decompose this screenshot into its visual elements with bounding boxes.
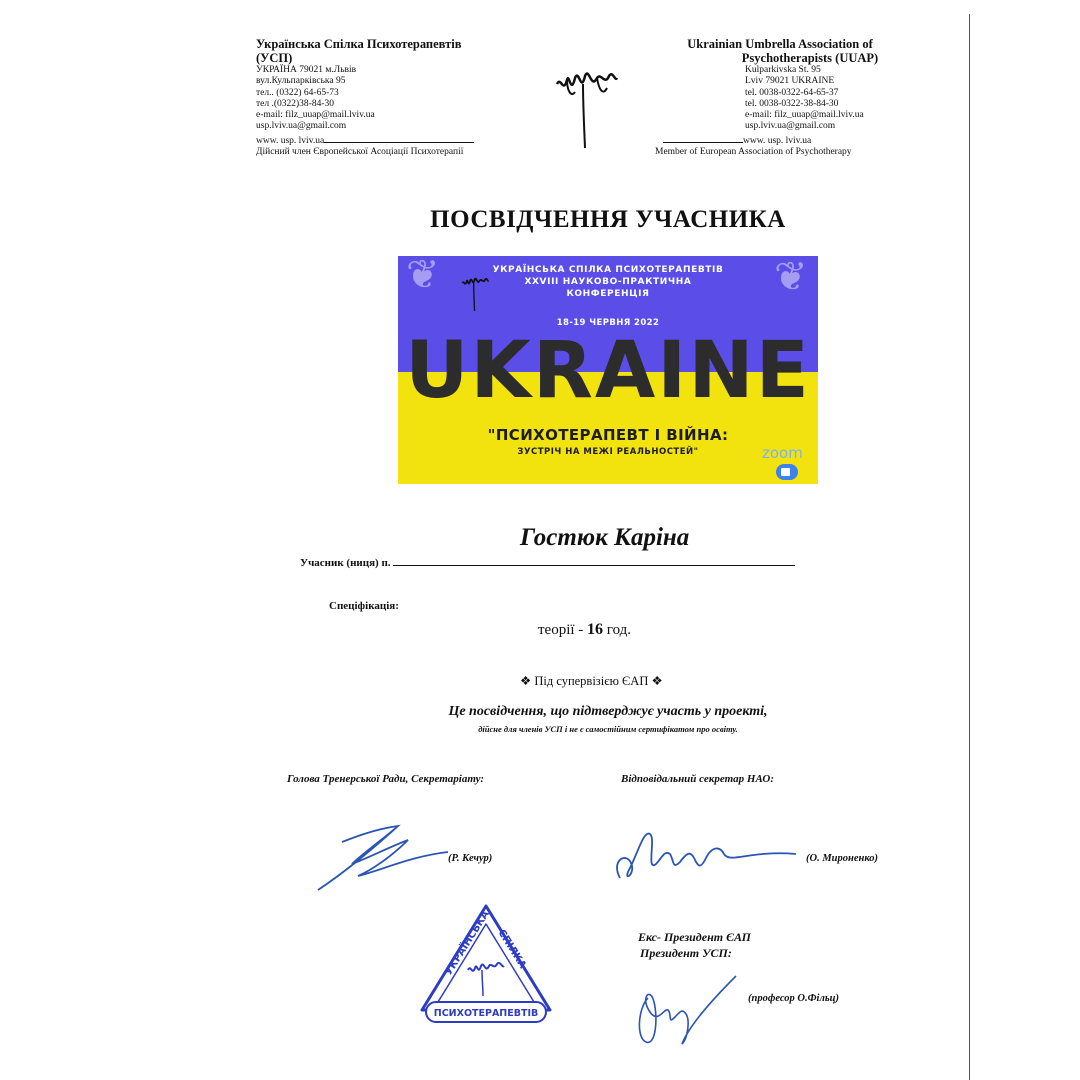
signature-filts — [628, 958, 738, 1048]
web-text: www. usp. lviv.ua — [743, 135, 812, 146]
banner-ukraine-word: UKRAINE — [405, 326, 811, 416]
membership-line: Member of European Association of Psychotherapy — [655, 147, 852, 158]
banner-line-2: XXVIII НАУКОВО-ПРАКТИЧНА — [524, 277, 692, 287]
org-name-ua: Українська Спілка Психотерапевтів — [256, 37, 462, 51]
usp-stamp — [416, 898, 556, 1028]
phone-line: tel. 0038-0322-64-65-37 — [745, 87, 839, 98]
signature-myronenko — [600, 820, 800, 890]
web-line — [256, 133, 526, 147]
phone-line: тел.. (0322) 64-65-73 — [256, 87, 339, 98]
stamp-text-left: УКРАЇНСЬКА — [443, 909, 492, 978]
expresident-label: Екс- Президент ЄАП — [638, 930, 752, 944]
head-label: Голова Тренерської Ради, Секретаріату: — [287, 773, 485, 785]
email-line: usp.lviv.ua@gmail.com — [745, 121, 836, 132]
banner-theme-1: "ПСИХОТЕРАПЕВТ І ВІЙНА: — [487, 426, 729, 444]
leaf-ornament-icon: ❦ — [406, 256, 440, 298]
conference-banner — [398, 256, 818, 484]
address-line: УКРАЇНА 79021 м.Львів — [256, 65, 357, 75]
document-title: ПОСВІДЧЕННЯ УЧАСНИКА — [430, 206, 786, 233]
supervision-line: ❖ Під супервізією ЄАП ❖ — [520, 674, 663, 688]
email-line: e-mail: filz_uuap@mail.lviv.ua — [256, 110, 375, 121]
certificate-subnote: дійсне для членів УСП і не є самостійним сертифікатом про освіту. — [478, 724, 738, 734]
phone-line: тел .(0322)38-84-30 — [256, 98, 335, 109]
membership-line: Дійсний член Європейської Асоціації Психотерапії — [256, 147, 464, 158]
theory-prefix: теорії - — [538, 622, 588, 638]
usp-logo — [553, 54, 619, 150]
phone-line: tel. 0038-0322-38-84-30 — [745, 98, 839, 109]
web-text: www. usp. lviv.ua — [256, 135, 325, 146]
email-line: e-mail: filz_uuap@mail.lviv.ua — [745, 110, 864, 121]
president-label: Президент УСП: — [640, 946, 732, 960]
fill-line — [393, 556, 795, 566]
leaf-ornament-icon: ❦ — [774, 256, 808, 300]
participant-label: Учасник (ниця) п. — [300, 557, 391, 569]
zoom-logo: zoom — [762, 444, 803, 462]
hours-value: 16 — [587, 621, 604, 638]
address-line: Lviv 79021 UKRAINE — [745, 76, 835, 87]
org-name-en-2: Psychotherapists (UUAP) — [741, 51, 879, 65]
spec-label: Спеціфікація: — [329, 600, 399, 612]
banner-theme-2: ЗУСТРІЧ НА МЕЖІ РЕАЛЬНОСТЕЙ" — [517, 447, 699, 457]
stamp-text-bottom: ПСИХОТЕРАПЕВТІВ — [433, 1008, 539, 1019]
email-line: usp.lviv.ua@gmail.com — [256, 121, 347, 132]
secretary-name: (О. Мироненко) — [806, 853, 878, 864]
address-line: Kulparkivska St. 95 — [745, 65, 821, 75]
web-line — [655, 133, 905, 147]
zoom-camera-icon — [776, 464, 798, 480]
fill-line — [324, 133, 474, 143]
address-line: вул.Кульпарківська 95 — [256, 76, 346, 87]
president-name: (професор О.Фільц) — [748, 993, 839, 1004]
fill-line — [663, 133, 743, 143]
org-name-en: Ukrainian Umbrella Association of — [687, 37, 873, 51]
banner-line-1: УКРАЇНСЬКА СПІЛКА ПСИХОТЕРАПЕВТІВ — [492, 265, 724, 275]
header-left — [256, 37, 526, 158]
participant-line — [300, 556, 795, 569]
signature-kechur — [312, 820, 450, 895]
banner-line-3: КОНФЕРЕНЦІЯ — [566, 289, 650, 299]
theory-hours — [538, 621, 631, 639]
secretary-label: Відповідальний секретар НАО: — [621, 773, 774, 785]
org-abbr-ua: (УСП) — [256, 51, 293, 65]
page-edge-line — [969, 14, 970, 1080]
header-right — [655, 37, 905, 158]
certificate-note: Це посвідчення, що підтверджує участь у проекті, — [448, 704, 768, 719]
participant-name: Гостюк Каріна — [520, 524, 690, 551]
stamp-text-right: СПІЛКА — [495, 927, 528, 971]
head-name: (Р. Кечур) — [448, 853, 493, 864]
banner-dates: 18-19 ЧЕРВНЯ 2022 — [556, 318, 660, 328]
hours-unit: год. — [603, 622, 632, 638]
